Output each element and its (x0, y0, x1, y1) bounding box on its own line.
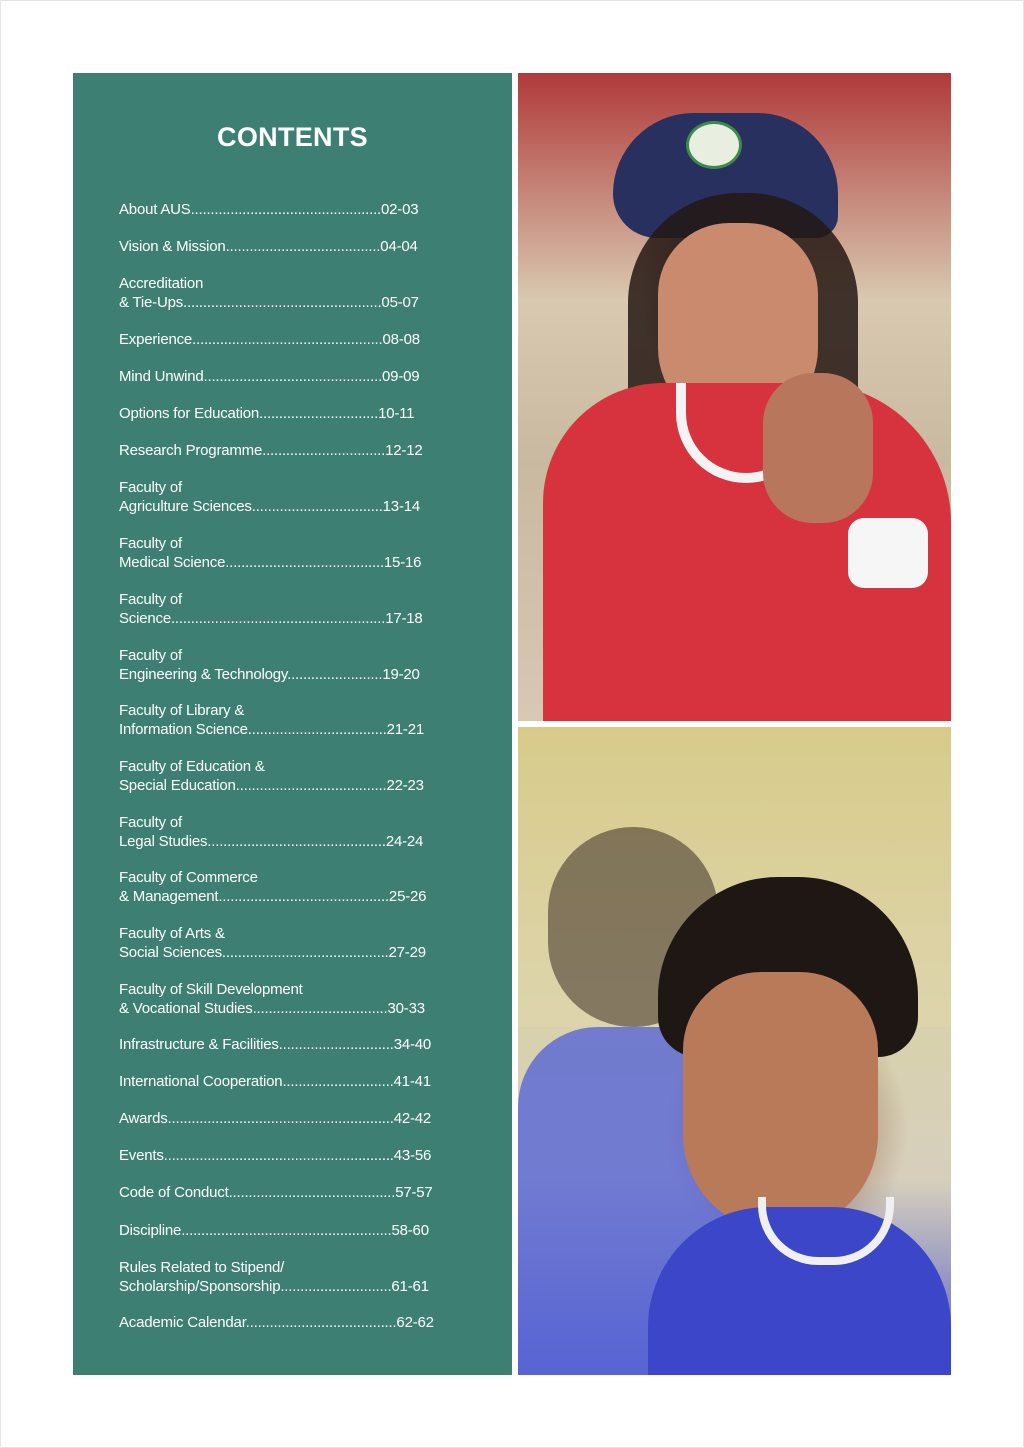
toc-line: Legal Studies.............................................24-24 (119, 833, 424, 850)
wristband (848, 518, 928, 588)
toc-line: & Management...........................................25-26 (119, 888, 427, 905)
toc-line: Special Education......................................22-23 (119, 777, 424, 794)
toc-entry[interactable] (119, 646, 420, 684)
toc-line: Social Sciences..........................................27-29 (119, 944, 426, 961)
toc-line: Information Science...................................21-21 (119, 721, 424, 738)
toc-line: Discipline.....................................................58-60 (119, 1222, 429, 1239)
toc-line: Faculty of Education & (119, 758, 265, 775)
toc-line: Rules Related to Stipend/ (119, 1259, 285, 1276)
toc-entry[interactable] (119, 1035, 431, 1054)
toc-entry[interactable] (119, 330, 420, 349)
boy-front-face (683, 972, 878, 1232)
toc-entry[interactable] (119, 757, 424, 795)
toc-entry[interactable] (119, 1109, 431, 1128)
toc-entry[interactable] (119, 1313, 434, 1332)
toc-entry[interactable] (119, 478, 420, 516)
cap-badge (686, 121, 742, 169)
toc-entry[interactable] (119, 924, 426, 962)
toc-line: & Vocational Studies..................................30-33 (119, 1000, 425, 1017)
toc-entry[interactable] (119, 200, 418, 219)
toc-line: Faculty of (119, 479, 183, 496)
toc-entry[interactable] (119, 237, 418, 256)
toc-line: Faculty of (119, 591, 183, 608)
toc-line: Agriculture Sciences.................................13-14 (119, 498, 421, 515)
toc-entry[interactable] (119, 367, 419, 386)
page-title: CONTENTS (217, 122, 368, 152)
toc-entry[interactable] (119, 441, 422, 460)
toc-line: Options for Education..............................10-11 (119, 405, 415, 422)
toc-entry[interactable] (119, 980, 425, 1018)
toc-line: Faculty of Library & (119, 702, 245, 719)
toc-entry[interactable] (119, 1221, 429, 1240)
toc-entry[interactable] (119, 404, 414, 423)
toc-line: Engineering & Technology........................19-20 (119, 666, 420, 683)
toc-entry[interactable] (119, 813, 423, 851)
toc-line: Faculty of (119, 814, 183, 831)
photo-student-boys (518, 727, 951, 1375)
toc-entry[interactable] (119, 1072, 431, 1091)
photo-student-girl (518, 73, 951, 721)
toc-line: Research Programme...............................12-12 (119, 442, 423, 459)
toc-line: Academic Calendar......................................62-62 (119, 1314, 434, 1331)
toc-line: Scholarship/Sponsorship............................61-61 (119, 1278, 429, 1295)
toc-line: Experience................................................08-08 (119, 331, 420, 348)
hand-shape (763, 373, 873, 523)
toc-line: About AUS................................................02-03 (119, 201, 419, 218)
toc-line: International Cooperation............................41-41 (119, 1073, 431, 1090)
toc-line: Events..........................................................43-56 (119, 1147, 432, 1164)
toc-line: Accreditation (119, 275, 204, 292)
toc-line: Science......................................................17-18 (119, 610, 423, 627)
toc-entry[interactable] (119, 1146, 431, 1165)
toc-entry[interactable] (119, 1258, 429, 1296)
toc-entry[interactable] (119, 274, 419, 312)
toc-entry[interactable] (119, 534, 421, 572)
toc-line: Code of Conduct..........................................57-57 (119, 1184, 433, 1201)
toc-entry[interactable] (119, 701, 424, 739)
toc-line: Vision & Mission.......................................04-04 (119, 238, 418, 255)
toc-line: Awards.........................................................42-42 (119, 1110, 432, 1127)
toc-entry[interactable] (119, 590, 423, 628)
toc-line: Medical Science........................................15-16 (119, 554, 422, 571)
toc-line: Faculty of Commerce (119, 869, 258, 886)
toc-line: Mind Unwind.............................................09-09 (119, 368, 420, 385)
toc-line: Faculty of Skill Development (119, 981, 303, 998)
toc-line: Faculty of (119, 647, 183, 664)
toc-line: Infrastructure & Facilities.............................34-40 (119, 1036, 432, 1053)
toc-line: Faculty of Arts & (119, 925, 225, 942)
toc-entry[interactable] (119, 868, 426, 906)
toc-line: & Tie-Ups..................................................05-07 (119, 294, 419, 311)
toc-line: Faculty of (119, 535, 183, 552)
toc-entry[interactable] (119, 1183, 433, 1202)
